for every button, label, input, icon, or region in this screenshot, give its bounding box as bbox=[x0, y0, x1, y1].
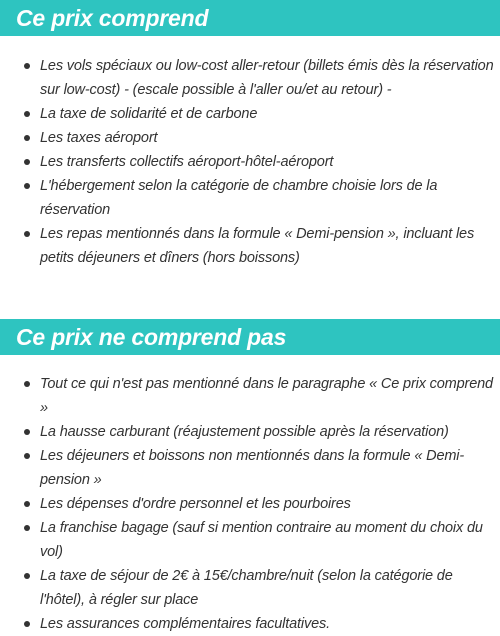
list-item: Les vols spéciaux ou low-cost aller-retour (billets émis dès la réservation sur low-cost) - (escale possible à l'aller ou/et au retour) - bbox=[0, 54, 500, 102]
included-list bbox=[0, 54, 500, 270]
list-item: L'hébergement selon la catégorie de chambre choisie lors de la réservation bbox=[0, 174, 500, 222]
list-item: Les déjeuners et boissons non mentionnés dans la formule « Demi-pension » bbox=[0, 444, 500, 492]
included-section-title: Ce prix comprend bbox=[0, 0, 500, 36]
list-item: Les assurances complémentaires facultatives. bbox=[0, 612, 500, 636]
list-item: La taxe de séjour de 2€ à 15€/chambre/nuit (selon la catégorie de l'hôtel), à régler sur place bbox=[0, 564, 500, 612]
list-item: Les transferts collectifs aéroport-hôtel-aéroport bbox=[0, 150, 500, 174]
excluded-section-title: Ce prix ne comprend pas bbox=[0, 319, 500, 355]
list-item: La taxe de solidarité et de carbone bbox=[0, 102, 500, 126]
list-item: La hausse carburant (réajustement possible après la réservation) bbox=[0, 420, 500, 444]
excluded-list bbox=[0, 372, 500, 636]
list-item: Les repas mentionnés dans la formule « Demi-pension », incluant les petits déjeuners et dîners (hors boissons) bbox=[0, 222, 500, 270]
list-item: Les dépenses d'ordre personnel et les pourboires bbox=[0, 492, 500, 516]
list-item: Tout ce qui n'est pas mentionné dans le paragraphe « Ce prix comprend » bbox=[0, 372, 500, 420]
list-item: La franchise bagage (sauf si mention contraire au moment du choix du vol) bbox=[0, 516, 500, 564]
list-item: Les taxes aéroport bbox=[0, 126, 500, 150]
